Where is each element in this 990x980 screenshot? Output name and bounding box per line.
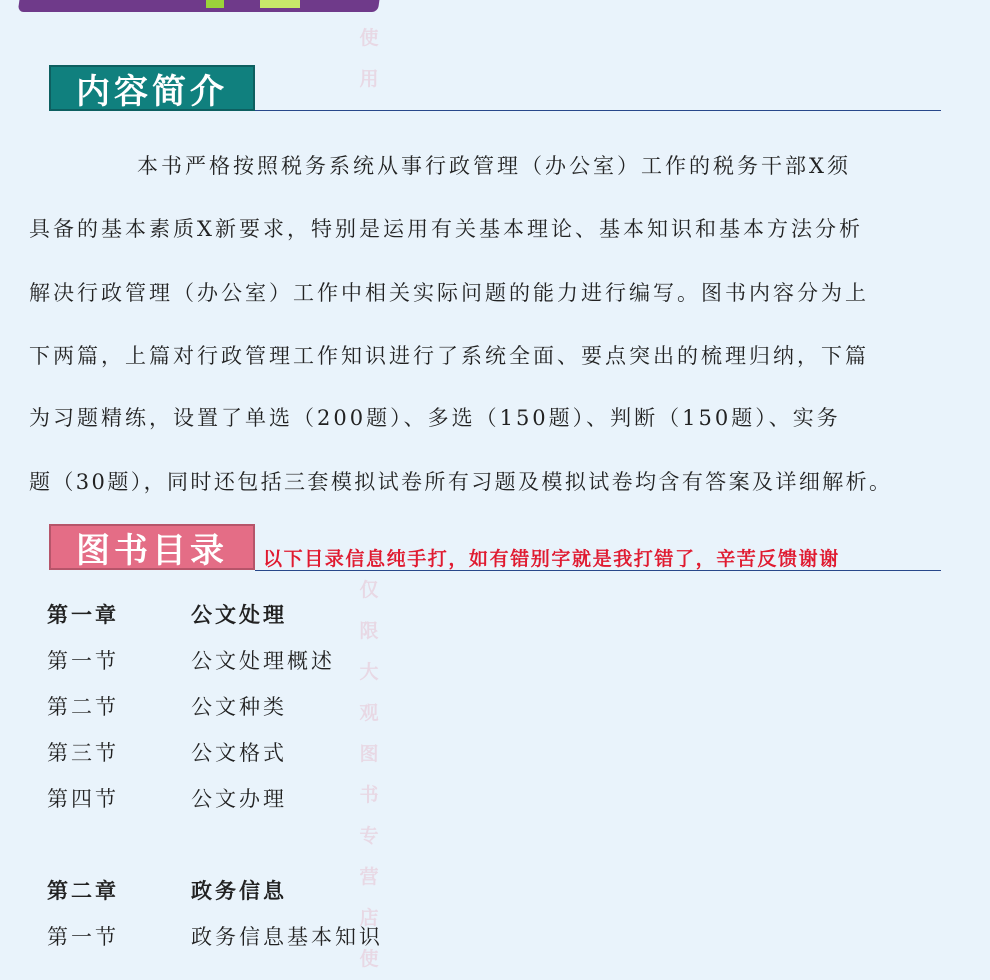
intro-paragraph-line: 具备的基本素质X新要求，特别是运用有关基本理论、基本知识和基本方法分析	[29, 217, 863, 241]
intro-paragraph-line: 解决行政管理（办公室）工作中相关实际问题的能力进行编写。图书内容分为上	[29, 281, 869, 305]
toc-title: 公文格式	[191, 741, 287, 765]
toc-title: 公文处理概述	[191, 649, 335, 673]
intro-heading: 内容简介	[49, 65, 255, 111]
top-decoration	[0, 0, 400, 14]
toc-title: 公文办理	[191, 787, 287, 811]
watermark-char: 仅	[359, 579, 379, 601]
toc-section-row	[47, 737, 287, 767]
toc-number: 第二节	[47, 695, 119, 719]
watermark-char: 大	[359, 661, 379, 683]
toc-number: 第一节	[47, 925, 119, 949]
toc-heading: 图书目录	[49, 524, 255, 570]
toc-number: 第一节	[47, 649, 119, 673]
watermark-char: 用	[359, 68, 379, 90]
toc-section-row	[47, 783, 287, 813]
toc-section-row	[47, 645, 335, 675]
intro-paragraph-line: 为习题精练，设置了单选（200题）、多选（150题）、判断（150题）、实务	[29, 406, 841, 430]
toc-number: 第一章	[47, 602, 119, 627]
toc-title: 政务信息	[191, 878, 287, 903]
toc-disclaimer-note: 以下目录信息纯手打，如有错别字就是我打错了，辛苦反馈谢谢	[263, 548, 840, 570]
intro-paragraph-line: 题（30题），同时还包括三套模拟试卷所有习题及模拟试卷均含有答案及详细解析。	[29, 470, 893, 494]
toc-section-row	[47, 921, 383, 951]
toc-title: 公文处理	[191, 602, 287, 627]
intro-paragraph-line: 本书严格按照税务系统从事行政管理（办公室）工作的税务干部X须	[137, 154, 851, 178]
watermark-char: 使	[359, 948, 379, 970]
watermark-char: 营	[359, 866, 379, 888]
watermark-char: 书	[359, 784, 379, 806]
toc-number: 第三节	[47, 741, 119, 765]
toc-number: 第二章	[47, 878, 119, 903]
toc-number: 第四节	[47, 787, 119, 811]
watermark-char: 专	[359, 825, 379, 847]
intro-paragraph-line: 下两篇，上篇对行政管理工作知识进行了系统全面、要点突出的梳理归纳，下篇	[29, 344, 869, 368]
toc-chapter-row	[47, 599, 287, 629]
watermark-char: 图	[359, 743, 379, 765]
toc-section-row	[47, 691, 287, 721]
watermark-char: 限	[359, 620, 379, 642]
intro-divider	[255, 110, 941, 111]
toc-chapter-row	[47, 875, 287, 905]
watermark-char: 观	[359, 702, 379, 724]
toc-title: 公文种类	[191, 695, 287, 719]
watermark-char: 店	[359, 907, 379, 929]
toc-title: 政务信息基本知识	[191, 925, 383, 949]
watermark-char: 使	[359, 27, 379, 49]
